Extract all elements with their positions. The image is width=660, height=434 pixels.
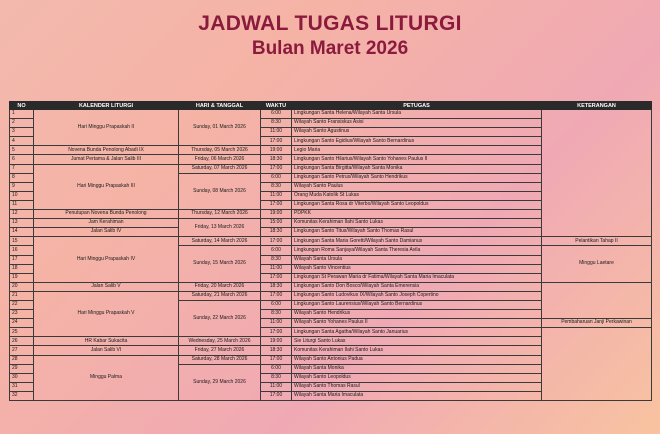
column-header-duty: PETUGAS (292, 102, 542, 110)
duty-cell: Wilayah Santa Ursula (292, 255, 542, 264)
date-cell: Thursday, 12 March 2026 (179, 210, 261, 219)
time-cell: 11:00 (261, 264, 292, 273)
note-cell (542, 282, 652, 318)
row-number: 10 (10, 191, 34, 200)
liturgy-cell: Minggu Palma (34, 355, 179, 400)
liturgy-cell: Hari Minggu Prapaskah IV (34, 237, 179, 282)
row-number: 27 (10, 346, 34, 355)
time-cell: 17:00 (261, 273, 292, 282)
row-number: 3 (10, 128, 34, 137)
time-cell: 11:00 (261, 128, 292, 137)
note-cell: Minggu Laetare (542, 246, 652, 282)
row-number: 7 (10, 164, 34, 173)
liturgy-cell: Jalan Salib V (34, 282, 179, 291)
duty-cell: PDPKK (292, 210, 542, 219)
duty-cell: Wilayah Santa Monika (292, 364, 542, 373)
duty-cell: Wilayah Santo Antonius Padua (292, 355, 542, 364)
time-cell: 11:00 (261, 191, 292, 200)
time-cell: 19:00 (261, 146, 292, 155)
row-number: 1 (10, 110, 34, 119)
duty-cell: Wilayah Santo Paulus (292, 182, 542, 191)
duty-cell: Lingkungan Santa Maria Goretti/Wilayah Santo Damianus (292, 237, 542, 246)
time-cell: 8:30 (261, 182, 292, 191)
duty-cell: Lingkungan Santo Hilarius/Wilayah Santo Yohanes Paulus II (292, 155, 542, 164)
column-header-no: NO (10, 102, 34, 110)
date-cell: Sunday, 22 March 2026 (179, 300, 261, 336)
duty-cell: Sie Liturgi Santo Lukas (292, 337, 542, 346)
row-number: 15 (10, 237, 34, 246)
time-cell: 11:00 (261, 319, 292, 328)
date-cell: Sunday, 01 March 2026 (179, 110, 261, 146)
page-title: JADWAL TUGAS LITURGI (198, 12, 462, 35)
time-cell: 8:30 (261, 255, 292, 264)
time-cell: 8:30 (261, 119, 292, 128)
row-number: 18 (10, 264, 34, 273)
column-header-note: KETERANGAN (542, 102, 652, 110)
time-cell: 17:00 (261, 137, 292, 146)
row-number: 9 (10, 182, 34, 191)
time-cell: 17:00 (261, 291, 292, 300)
liturgy-cell: Jam Kerahiman (34, 219, 179, 228)
time-cell: 18:30 (261, 282, 292, 291)
row-number: 2 (10, 119, 34, 128)
row-number: 25 (10, 328, 34, 337)
date-cell: Sunday, 08 March 2026 (179, 173, 261, 209)
duty-cell: Lingkungan Santa Rosa dr Viterbo/Wilayah Santo Leopoldus (292, 200, 542, 209)
time-cell: 18:30 (261, 346, 292, 355)
time-cell: 6:00 (261, 364, 292, 373)
duty-cell: Wilayah Santo Hendrikus (292, 310, 542, 319)
duty-cell: Lingkungan Santo Ludovikus IX/Wilayah Santo Joseph Copertino (292, 291, 542, 300)
title-block (0, 12, 660, 61)
duty-cell: Wilayah Santo Yohanes Paulus II (292, 319, 542, 328)
time-cell: 6:00 (261, 173, 292, 182)
date-cell: Saturday, 14 March 2026 (179, 237, 261, 246)
row-number: 11 (10, 200, 34, 209)
row-number: 26 (10, 337, 34, 346)
time-cell: 6:00 (261, 300, 292, 309)
date-cell: Friday, 13 March 2026 (179, 219, 261, 237)
date-cell: Friday, 20 March 2026 (179, 282, 261, 291)
date-cell: Friday, 27 March 2026 (179, 346, 261, 355)
table-row (10, 282, 652, 291)
liturgy-cell: Jumat Pertama & Jalan Salib III (34, 155, 179, 164)
row-number: 4 (10, 137, 34, 146)
note-cell (542, 328, 652, 401)
column-header-liturgy: KALENDER LITURGI (34, 102, 179, 110)
schedule-table (9, 101, 652, 401)
table-header-row (10, 102, 652, 110)
row-number: 32 (10, 391, 34, 400)
date-cell: Saturday, 21 March 2026 (179, 291, 261, 300)
time-cell: 11:00 (261, 382, 292, 391)
liturgy-cell: Jalan Salib IV (34, 228, 179, 237)
liturgy-cell: Hari Minggu Prapaskah V (34, 291, 179, 336)
time-cell: 8:30 (261, 373, 292, 382)
date-cell: Saturday, 07 March 2026 (179, 164, 261, 173)
time-cell: 17:00 (261, 200, 292, 209)
duty-cell: Lingkungan Santa Agatha/Wilayah Santo Januarius (292, 328, 542, 337)
row-number: 31 (10, 382, 34, 391)
row-number: 16 (10, 246, 34, 255)
duty-cell: Lingkungan Santo Laurensius/Wilayah Santo Bernardinus (292, 300, 542, 309)
date-cell: Sunday, 15 March 2026 (179, 246, 261, 282)
time-cell: 17:00 (261, 328, 292, 337)
time-cell: 8:30 (261, 310, 292, 319)
time-cell: 17:00 (261, 355, 292, 364)
liturgy-cell: Novena Bunda Penolong Abadi IX (34, 146, 179, 155)
duty-cell: Lingkungan Santo Titus/Wilayah Santo Thomas Rasul (292, 228, 542, 237)
row-number: 28 (10, 355, 34, 364)
date-cell: Thursday, 05 March 2026 (179, 146, 261, 155)
duty-cell: Lingkungan Santo Egidius/Wilayah Santo Bernardinus (292, 137, 542, 146)
duty-cell: Legio Maria (292, 146, 542, 155)
time-cell: 17:00 (261, 237, 292, 246)
date-cell: Wednesday, 25 March 2026 (179, 337, 261, 346)
table-row (10, 110, 652, 119)
liturgy-cell: Penutupan Novena Bunda Penolong (34, 210, 179, 219)
date-cell: Sunday, 29 March 2026 (179, 364, 261, 400)
time-cell: 19:00 (261, 337, 292, 346)
row-number: 23 (10, 310, 34, 319)
duty-cell: Wilayah Santo Fransiskus Asisi (292, 119, 542, 128)
duty-cell: Wilayah Santo Thomas Rasul (292, 382, 542, 391)
duty-cell: Orang Muda Katolik St Lukas (292, 191, 542, 200)
page-subtitle: Bulan Maret 2026 (251, 38, 409, 59)
liturgy-cell: Jalan Salib VI (34, 346, 179, 355)
row-number: 21 (10, 291, 34, 300)
row-number: 8 (10, 173, 34, 182)
liturgy-cell: Hari Minggu Prapaskah III (34, 164, 179, 209)
time-cell: 18:30 (261, 155, 292, 164)
duty-cell: Lingkungan Santo Petrus/Wilayah Santo Hendrikus (292, 173, 542, 182)
time-cell: 6:00 (261, 246, 292, 255)
duty-cell: Wilayah Santa Maria Imaculata (292, 391, 542, 400)
time-cell: 15:00 (261, 219, 292, 228)
row-number: 24 (10, 319, 34, 328)
time-cell: 19:00 (261, 210, 292, 219)
row-number: 12 (10, 210, 34, 219)
row-number: 22 (10, 300, 34, 309)
date-cell: Saturday, 28 March 2026 (179, 355, 261, 364)
time-cell: 18:30 (261, 228, 292, 237)
row-number: 19 (10, 273, 34, 282)
duty-cell: Lingkungan Roma Sanjaya/Wilayah Santa Theresia Avila (292, 246, 542, 255)
liturgy-cell: HR Kabar Sukacita (34, 337, 179, 346)
table-body (10, 110, 652, 401)
duty-cell: Wilayah Santo Agustinus (292, 128, 542, 137)
row-number: 13 (10, 219, 34, 228)
note-cell: Pembaharuan Janji Perkawinan (542, 319, 652, 328)
liturgy-cell: Hari Minggu Prapaskah II (34, 110, 179, 146)
note-cell: Pelantikan Tahap II (542, 237, 652, 246)
note-cell (542, 110, 652, 237)
column-header-date: HARI & TANGGAL (179, 102, 261, 110)
duty-cell: Lingkungan Santo Don Bosco/Wilayah Santa Emerensia (292, 282, 542, 291)
duty-cell: Komunitas Kerahiman Ilahi Santo Lukas (292, 346, 542, 355)
row-number: 30 (10, 373, 34, 382)
row-number: 17 (10, 255, 34, 264)
date-cell: Friday, 06 March 2026 (179, 155, 261, 164)
row-number: 14 (10, 228, 34, 237)
duty-cell: Wilayah Santo Leopoldus (292, 373, 542, 382)
time-cell: 17:00 (261, 164, 292, 173)
duty-cell: Lingkungan Santa Helena/Wilayah Santa Ursula (292, 110, 542, 119)
row-number: 5 (10, 146, 34, 155)
row-number: 20 (10, 282, 34, 291)
duty-cell: Lingkungan St Perawan Maria dr Fatima/Wilayah Santa Maria Imaculata (292, 273, 542, 282)
column-header-time: WAKTU (261, 102, 292, 110)
duty-cell: Lingkungan Santa Birgitta/Wilayah Santa Monika (292, 164, 542, 173)
time-cell: 6:00 (261, 110, 292, 119)
row-number: 29 (10, 364, 34, 373)
time-cell: 17:00 (261, 391, 292, 400)
table-row (10, 237, 652, 246)
row-number: 6 (10, 155, 34, 164)
duty-cell: Wilayah Santo Vincentius (292, 264, 542, 273)
duty-cell: Komunitas Kerahiman Ilahi Santo Lukas (292, 219, 542, 228)
